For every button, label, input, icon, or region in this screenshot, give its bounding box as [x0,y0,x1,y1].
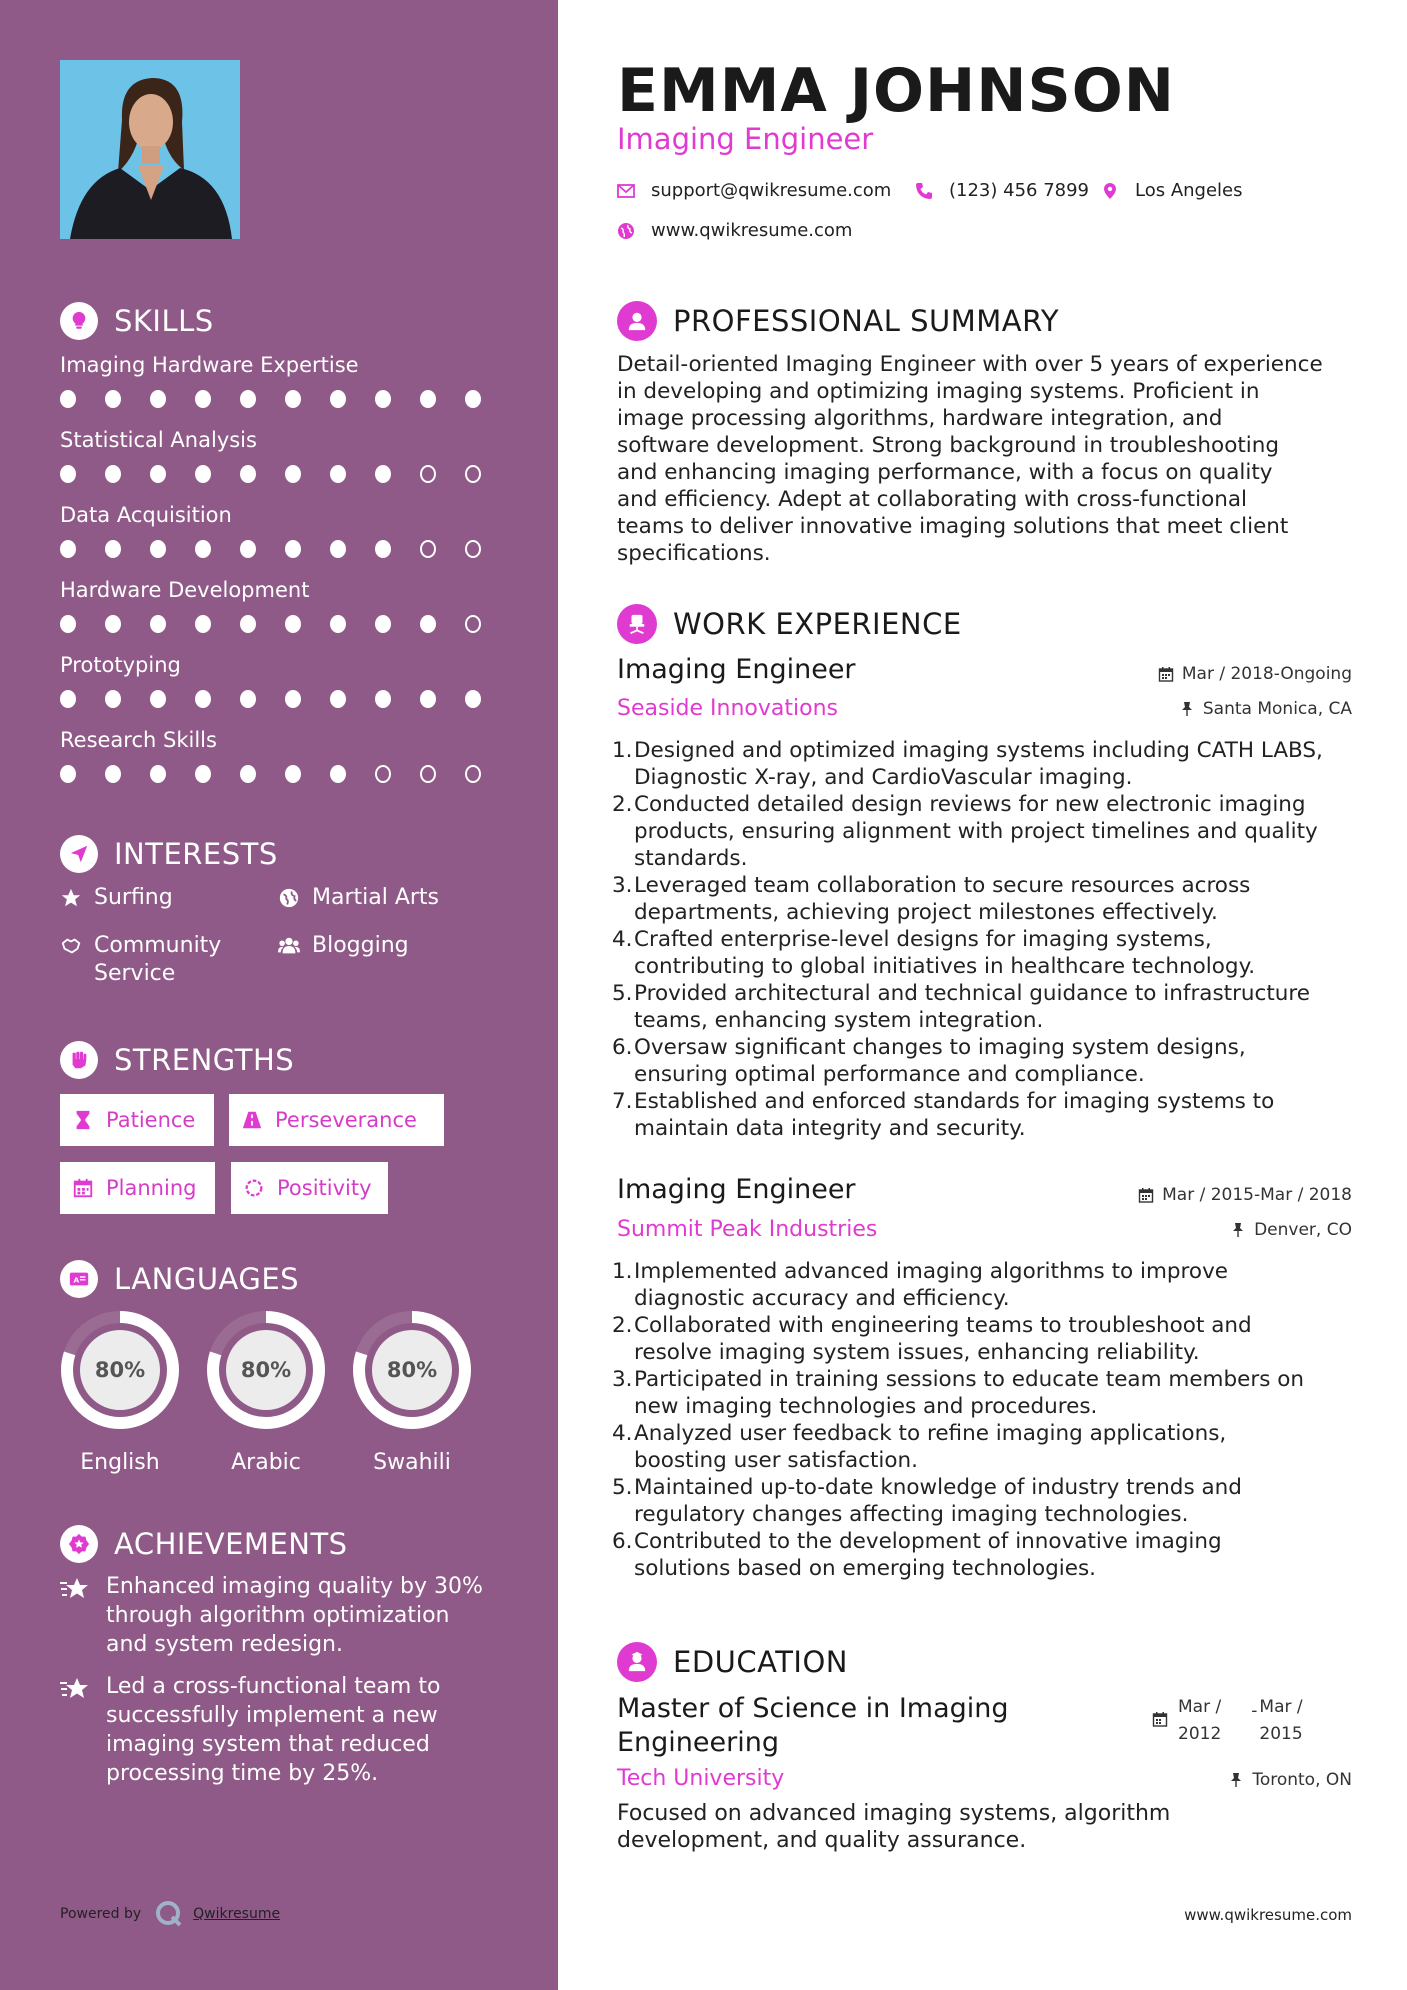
rating-dot-filled [375,465,391,483]
duty-line: resolve imaging system issues, enhancing reliability. [634,1340,1200,1365]
language-item [60,1310,180,1475]
pushpin-icon [1179,701,1195,717]
duty-item [612,1034,1354,1088]
job-dates-text: Mar / 2015-Mar / 2018 [1162,1185,1352,1205]
rating-dot-filled [195,765,211,783]
achievement-item [60,1572,500,1659]
duty-line: Established and enforced standards for imaging systems to [634,1089,1275,1114]
skill-rating [60,540,510,558]
skill-rating [60,615,510,633]
duty-text [634,980,1310,1034]
shooting-star-icon [60,1572,92,1659]
rating-dot-filled [60,540,76,558]
rating-dot-filled [240,390,256,408]
language-progress-ring [60,1310,180,1430]
achievement-line: through algorithm optimization [106,1603,450,1628]
job-duties [612,1258,1354,1582]
globe-icon [617,222,635,240]
interest-item [278,932,409,960]
duty-number: 5. [612,981,633,1006]
strength-label: Patience [106,1108,196,1132]
skill-name: Data Acquisition [60,503,232,527]
language-item [206,1310,326,1475]
rating-dot-filled [330,465,346,483]
duty-line: diagnostic accuracy and efficiency. [634,1286,1010,1311]
candidate-role: Imaging Engineer [617,122,874,156]
duty-item [612,791,1354,872]
strengths-heading [60,1040,294,1080]
section-title: PROFESSIONAL SUMMARY [673,304,1060,338]
duty-line: solutions based on emerging technologies. [634,1556,1097,1581]
job-title: Imaging Engineer [617,1174,856,1205]
duty-number: 1. [612,1259,633,1284]
education-start-year: 2012 [1178,1724,1222,1744]
user-icon [617,301,657,341]
section-title: LANGUAGES [114,1262,300,1296]
skill-item [60,650,510,708]
experience-heading [617,604,962,644]
rating-dot-filled [105,615,121,633]
degree-line: Engineering [617,1727,779,1758]
duty-number: 6. [612,1529,633,1554]
summary-line: and enhancing imaging performance, with a focus on quality [617,460,1273,485]
education-end-month: Mar / [1259,1697,1303,1717]
rating-dot-filled [195,615,211,633]
duty-text [634,1088,1274,1142]
rating-dot-filled [60,765,76,783]
duty-text [634,872,1250,926]
education-start-month: Mar / [1178,1697,1222,1717]
duty-text [634,791,1318,872]
duty-line: Provided architectural and technical guidance to infrastructure [634,981,1311,1006]
rating-dot-filled [150,540,166,558]
rating-dot-filled [195,540,211,558]
section-title: ACHIEVEMENTS [114,1527,348,1561]
strength-label: Planning [106,1176,197,1200]
section-title: WORK EXPERIENCE [673,607,962,641]
rating-dot-filled [420,615,436,633]
skill-name: Imaging Hardware Expertise [60,353,359,377]
education-heading [617,1642,848,1682]
duty-item [612,1366,1354,1420]
powered-by [60,1900,280,1928]
achievement-text [106,1672,440,1788]
envelope-icon [617,182,635,200]
rating-dot-filled [330,390,346,408]
rating-dot-filled [240,765,256,783]
achievements-heading [60,1524,348,1564]
education-end-year: 2015 [1259,1724,1303,1744]
rating-dot-filled [330,690,346,708]
duty-line: Diagnostic X-ray, and CardioVascular imaging. [634,765,1133,790]
pushpin-icon [1228,1772,1244,1788]
footer-url[interactable]: www.qwikresume.com [1184,1906,1352,1924]
language-percent: 80% [386,1358,438,1382]
job-location [1230,1220,1352,1240]
degree-title [617,1692,1009,1760]
rating-dot-filled [150,765,166,783]
interest-item [60,884,173,912]
language-name: English [80,1450,160,1475]
duty-item [612,1312,1354,1366]
duty-item [612,1528,1354,1582]
strength-label: Perseverance [275,1108,417,1132]
users-icon [278,932,302,960]
summary-heading [617,301,1059,341]
contact-phone[interactable] [915,180,1089,201]
achievement-text [106,1572,483,1659]
job-location-text: Santa Monica, CA [1202,699,1352,719]
skill-rating [60,465,510,483]
graduate-icon [617,1642,657,1682]
rating-dot-filled [105,540,121,558]
duty-number: 3. [612,873,633,898]
skill-name: Research Skills [60,728,217,752]
fist-icon [60,1041,98,1079]
star-icon [60,884,84,912]
rating-dot-filled [285,540,301,558]
job-dates [1138,1185,1352,1205]
degree-line: Master of Science in Imaging [617,1693,1009,1724]
skill-rating [60,390,510,408]
job-location-text: Denver, CO [1254,1220,1352,1240]
summary-line: software development. Strong background in troubleshooting [617,433,1280,458]
pushpin-icon [1230,1222,1246,1238]
calendar-icon [1152,1711,1168,1727]
interest-label: Surfing [94,885,173,910]
qwikresume-link[interactable]: Qwikresume [193,1906,281,1922]
interest-item [278,884,439,912]
section-title: SKILLS [114,304,214,338]
skill-rating [60,690,510,708]
location-text: Los Angeles [1135,180,1243,201]
education-description [617,1800,1317,1854]
powered-by-label: Powered by [60,1906,142,1922]
rating-dot-empty [465,765,481,783]
summary-line: specifications. [617,541,771,566]
duty-line: boosting user satisfaction. [634,1448,918,1473]
contact-website[interactable] [617,220,852,241]
skills-heading [60,301,214,341]
duty-line: standards. [634,846,748,871]
rating-dot-filled [240,690,256,708]
rating-dot-filled [105,390,121,408]
sun-icon [243,1177,265,1199]
rating-dot-empty [420,465,436,483]
website-text: www.qwikresume.com [651,220,853,241]
duty-line: contributing to global initiatives in healthcare technology. [634,954,1256,979]
language-name: Arabic [231,1450,301,1475]
duty-line: ensuring optimal performance and compliance. [634,1062,1145,1087]
rating-dot-filled [60,690,76,708]
paper-plane-icon [60,835,98,873]
achievement-line: successfully implement a new [106,1703,438,1728]
duty-item [612,1088,1354,1142]
interest-item [60,932,221,988]
profile-photo [60,60,240,239]
phone-text: (123) 456 7899 [949,180,1090,201]
rating-dot-filled [285,615,301,633]
education-location [1228,1770,1352,1790]
achievement-line: Led a cross-functional team to [106,1674,441,1699]
rating-dot-empty [420,540,436,558]
language-progress-ring [206,1310,326,1430]
rating-dot-filled [420,690,436,708]
skill-item [60,725,510,783]
achievement-line: imaging system that reduced [106,1732,430,1757]
rating-dot-filled [375,690,391,708]
section-title: INTERESTS [114,837,278,871]
duty-line: teams, enhancing system integration. [634,1008,1044,1033]
job-duties [612,737,1354,1142]
candidate-name: EMMA JOHNSON [617,56,1175,126]
rating-dot-empty [465,615,481,633]
rating-dot-empty [375,765,391,783]
rating-dot-filled [285,390,301,408]
interests-heading [60,834,278,874]
company-name: Summit Peak Industries [617,1217,878,1242]
rating-dot-filled [105,465,121,483]
duty-text [634,1366,1304,1420]
rating-dot-filled [375,540,391,558]
skill-item [60,425,510,483]
duty-line: Implemented advanced imaging algorithms to improve [634,1259,1229,1284]
rating-dot-filled [375,615,391,633]
strength-badge [229,1094,444,1146]
duty-number: 7. [612,1089,633,1114]
duty-item [612,872,1354,926]
section-title: EDUCATION [673,1645,849,1679]
duty-line: products, ensuring alignment with project timelines and quality [634,819,1318,844]
rating-dot-filled [60,465,76,483]
skill-name: Statistical Analysis [60,428,257,452]
job-dates-text: Mar / 2018-Ongoing [1181,664,1352,684]
rating-dot-filled [285,690,301,708]
duty-number: 2. [612,792,633,817]
duty-line: Collaborated with engineering teams to troubleshoot and [634,1313,1252,1338]
language-percent: 80% [94,1358,146,1382]
school-name: Tech University [617,1766,785,1791]
rating-dot-filled [195,465,211,483]
duty-line: new imaging technologies and procedures. [634,1394,1098,1419]
contact-location [1101,180,1243,201]
rating-dot-filled [195,690,211,708]
duty-text [634,1528,1222,1582]
calendar-icon [72,1177,94,1199]
strength-badge [60,1162,215,1214]
duty-item [612,980,1354,1034]
qwikresume-logo-icon [155,1900,183,1928]
skill-item [60,350,510,408]
rating-dot-filled [420,390,436,408]
duty-number: 3. [612,1367,633,1392]
summary-text [617,351,1352,567]
rating-dot-empty [465,465,481,483]
duty-line: Maintained up-to-date knowledge of industry trends and [634,1475,1242,1500]
rating-dot-filled [150,615,166,633]
svg-text:A: A [73,1275,80,1285]
rating-dot-filled [150,690,166,708]
rating-dot-filled [285,465,301,483]
duty-line: Crafted enterprise-level designs for imaging systems, [634,927,1212,952]
duty-number: 2. [612,1313,633,1338]
duty-line: Designed and optimized imaging systems including CATH LABS, [634,738,1323,763]
job-location [1179,699,1352,719]
duty-line: Conducted detailed design reviews for new electronic imaging [634,792,1306,817]
skill-item [60,575,510,633]
company-name: Seaside Innovations [617,696,838,721]
shooting-star-icon [60,1672,92,1788]
star-badge-icon [60,1525,98,1563]
rating-dot-filled [330,615,346,633]
duty-number: 4. [612,1421,633,1446]
job-dates [1158,664,1352,684]
duty-number: 6. [612,1035,633,1060]
achievement-line: and system redesign. [106,1632,343,1657]
contact-email[interactable] [617,180,891,201]
section-title: STRENGTHS [114,1043,295,1077]
hourglass-icon [72,1109,94,1131]
achievement-item [60,1672,500,1788]
achievement-line: processing time by 25%. [106,1761,379,1786]
languages-heading [60,1259,299,1299]
interest-label-line: Service [94,961,176,986]
job-title: Imaging Engineer [617,654,856,685]
interest-label-line: Community [94,933,222,958]
duty-line: Leveraged team collaboration to secure resources across [634,873,1251,898]
language-percent: 80% [240,1358,292,1382]
strength-label: Positivity [277,1176,372,1200]
strength-badge [231,1162,388,1214]
rating-dot-filled [330,540,346,558]
duty-text [634,926,1255,980]
duty-line: Contributed to the development of innovative imaging [634,1529,1222,1554]
summary-line: image processing algorithms, hardware integration, and [617,406,1223,431]
duty-line: Oversaw significant changes to imaging system designs, [634,1035,1246,1060]
duty-line: maintain data integrity and security. [634,1116,1026,1141]
duty-text [634,1474,1242,1528]
duty-text [634,737,1323,791]
education-description-line: development, and quality assurance. [617,1828,1027,1853]
duty-number: 4. [612,927,633,952]
summary-line: Detail-oriented Imaging Engineer with over 5 years of experience [617,352,1323,377]
duty-line: regulatory changes affecting imaging technologies. [634,1502,1189,1527]
duty-item [612,1420,1354,1474]
rating-dot-filled [60,390,76,408]
rating-dot-empty [420,765,436,783]
language-progress-ring [352,1310,472,1430]
email-text: support@qwikresume.com [651,180,892,201]
duty-line: Participated in training sessions to educate team members on [634,1367,1305,1392]
skill-name: Hardware Development [60,578,310,602]
rating-dot-filled [330,765,346,783]
education-dates [1152,1694,1303,1748]
rating-dot-filled [465,390,481,408]
duty-text [634,1258,1228,1312]
duty-line: Analyzed user feedback to refine imaging applications, [634,1421,1227,1446]
duty-text [634,1420,1226,1474]
language-name: Swahili [373,1450,451,1475]
summary-line: in developing and optimizing imaging systems. Proficient in [617,379,1260,404]
interest-label: Blogging [312,933,409,958]
interest-label [94,932,221,988]
rating-dot-filled [240,615,256,633]
language-icon [60,1260,98,1298]
summary-line: teams to deliver innovative imaging solutions that meet client [617,514,1289,539]
duty-text [634,1312,1252,1366]
duty-line: departments, achieving project milestones effectively. [634,900,1218,925]
interest-label: Martial Arts [312,885,440,910]
rating-dot-filled [60,615,76,633]
duty-item [612,1258,1354,1312]
rating-dot-filled [285,765,301,783]
skill-item [60,500,510,558]
skill-rating [60,765,510,783]
education-end [1259,1694,1302,1748]
rating-dot-filled [105,690,121,708]
duty-item [612,1474,1354,1528]
duty-text [634,1034,1246,1088]
skill-name: Prototyping [60,653,181,677]
sidebar [0,0,558,1990]
lightbulb-icon [60,302,98,340]
language-item [352,1310,472,1475]
globe-icon [278,884,302,912]
calendar-icon [1138,1187,1154,1203]
summary-line: and efficiency. Adept at collaborating with cross-functional [617,487,1247,512]
road-icon [241,1109,263,1131]
rating-dot-filled [150,390,166,408]
duty-item [612,926,1354,980]
rating-dot-filled [150,465,166,483]
rating-dot-filled [375,390,391,408]
duty-number: 1. [612,738,633,763]
rating-dot-empty [465,540,481,558]
rating-dot-filled [195,390,211,408]
calendar-icon [1158,666,1174,682]
office-chair-icon [617,604,657,644]
rating-dot-filled [240,540,256,558]
map-pin-icon [1101,182,1119,200]
strength-badge [60,1094,214,1146]
date-separator: - [1251,1701,1258,1721]
education-description-line: Focused on advanced imaging systems, algorithm [617,1801,1171,1826]
education-location-text: Toronto, ON [1252,1770,1352,1790]
achievement-line: Enhanced imaging quality by 30% [106,1574,483,1599]
duty-item [612,737,1354,791]
handshake-icon [60,932,84,960]
duty-number: 5. [612,1475,633,1500]
rating-dot-filled [465,690,481,708]
phone-icon [915,182,933,200]
rating-dot-filled [240,465,256,483]
rating-dot-filled [105,765,121,783]
education-start [1178,1694,1221,1748]
